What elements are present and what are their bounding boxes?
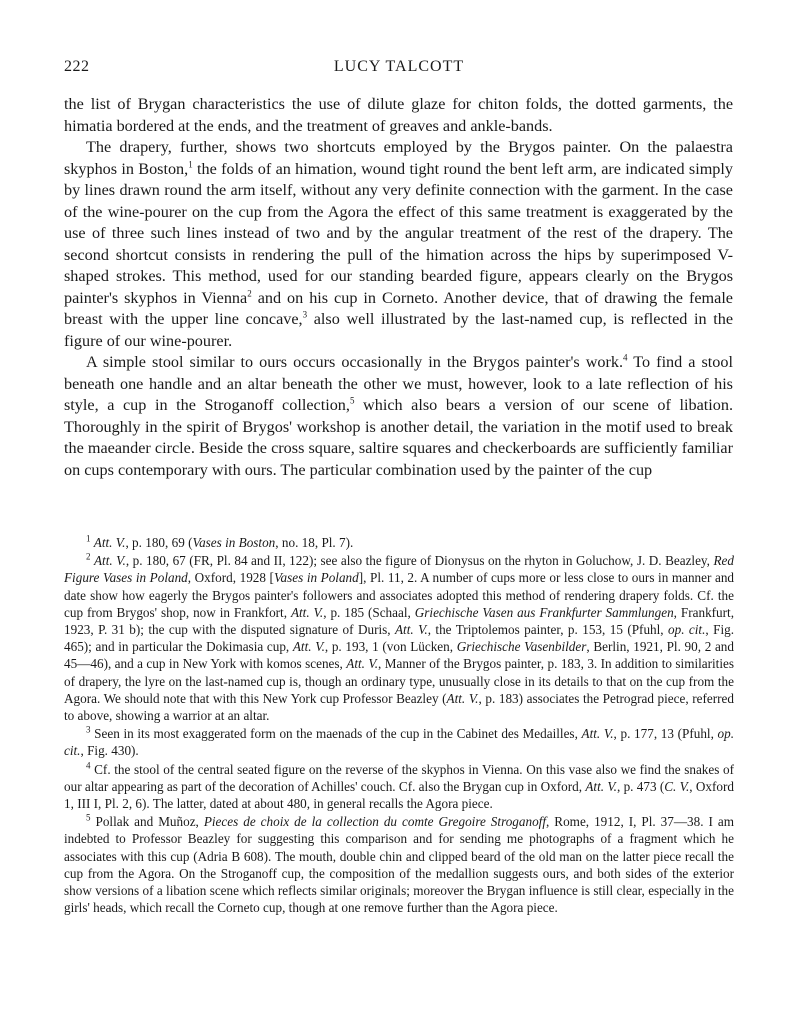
footnote-5: $^5$ Pollak and Muñoz, Pieces de choix de la collection du comte Gregoire Stroganoff, Rome, 1912, I, Pl. 37—38. I am indebted to Professor Beazley for suggesting this comparison and for sending me photographs of a fragment which he associates with this cup (Adria B 608). The mouth, double chin and clipped beard of the old man on the latter piece recall the cup from the Agora. On the Stroganoff cup, the composition of the medallion suggests ours, and both sides of the exterior show versions of a libation scene which reflects similar originals; moreover the Brygan influence is still clear, especially in the girls' heads, which recall the Corneto cup, though at one remove further than the Agora piece.	[64, 812, 734, 916]
page-number: 222	[64, 58, 90, 75]
footnote-ref-5[interactable]: 5	[349, 395, 355, 406]
footnote-3: $^3$ Seen in its most exaggerated form on the maenads of the cup in the Cabinet des Medailles, Att. V., p. 177, 13 (Pfuhl, op. cit., Fig. 430).	[64, 724, 735, 759]
footnote-ref-1[interactable]: 1	[188, 159, 193, 170]
footnote-2: $^2$ Att. V., p. 180, 67 (FR, Pl. 84 and II, 122); see also the figure of Dionysus on the rhyton in Goluchow, J. D. Beazley, Red Figure Vases in Poland, Oxford, 1928 [Vases in Poland], Pl. 11, 2. A number of cups more or less close to ours in manner and date show how eagerly the Brygos painter's followers and associates adopted this method of rendering drapery folds. Cf. the cup from Brygos' shop, now in Frankfort, Att. V., p. 185 (Schaal, Griechische Vasen aus Frankfurter Sammlungen, Frankfurt, 1923, P. 31 b); the cup with the disputed signature of Duris, Att. V., the Triptolemos painter, p. 153, 15 (Pfuhl, op. cit., Fig. 465); and in particular the Dokimasia cup, Att. V., p. 193, 1 (von Lücken, Griechische Vasenbilder, Berlin, 1921, Pl. 90, 2 and 45—46), and a cup in New York with komos scenes, Att. V., Manner of the Brygos painter, p. 183, 3. In addition to similarities of drapery, the lyre on the last-named cup is, though an ordinary type, unusually close in its details to that on the cup from the Agora. We should note that with this New York cup Professor Beazley (Att. V., p. 183) associates the Petrograd piece, referred to above, showing a warrior at an altar.	[64, 551, 735, 724]
paragraph-2: The drapery, further, shows two shortcuts employed by the Brygos painter. On the palaestra skyphos in Boston,$^1$ the folds of an himation, wound tight round the bent left arm, are indicated simply by lines drawn round the arm itself, without any very definite connection with the garment. In the case of the wine-pourer on the cup from the Agora the effect of this same treatment is exaggerated by the use of three such lines instead of two and by the angular treatment of the rest of the drapery. The second shortcut consists in rendering the pull of the himation across the hips by superimposed V-shaped strokes. This method, used for our standing bearded figure, appears clearly on the Brygos painter's skyphos in Vienna$^2$ and on his cup in Corneto. Another device, that of drawing the female breast with the upper line concave,$^3$ also well illustrated by the last-named cup, is reflected in the figure of our wine-pourer.	[64, 138, 733, 350]
footnotes	[64, 534, 734, 917]
footnote-1: $^1$ Att. V., p. 180, 69 (Vases in Boston, no. 18, Pl. 7).	[86, 533, 354, 550]
paragraph-1: the list of Brygan characteristics the use of dilute glaze for chiton folds, the dotted garments, the himatia bordered at the ends, and the treatment of greaves and ankle-bands.	[64, 95, 733, 135]
running-head	[64, 58, 734, 80]
footnote-ref-2[interactable]: 2	[247, 288, 252, 299]
paragraph-3: A simple stool similar to ours occurs occasionally in the Brygos painter's work.$^4$ To find a stool beneath one handle and an altar beneath the other we must, however, look to a late reflection of his style, a cup in the Stroganoff collection,$^5$ which also bears a version of our scene of libation. Thoroughly in the spirit of Brygos' workshop is another detail, the variation in the motif used to break the maeander circle. Beside the cross square, saltire squares and checkerboards are sufficiently familiar on cups contemporary with ours. The particular combination used by the painter of the cup	[64, 352, 734, 479]
body-text	[64, 94, 733, 481]
author-heading: LUCY TALCOTT	[333, 58, 465, 75]
footnote-4: $^4$ Cf. the stool of the central seated figure on the reverse of the skyphos in Vienna. On this vase also we find the snakes of our altar appearing as part of the decoration of Achilles' couch. Cf. also the Brygan cup in Oxford, Att. V., p. 473 (C. V., Oxford 1, III I, Pl. 2, 6). The latter, dated at about 480, in general recalls the Agora piece.	[64, 760, 735, 812]
footnote-ref-3[interactable]: 3	[302, 309, 308, 320]
footnote-ref-4[interactable]: 4	[623, 352, 628, 363]
